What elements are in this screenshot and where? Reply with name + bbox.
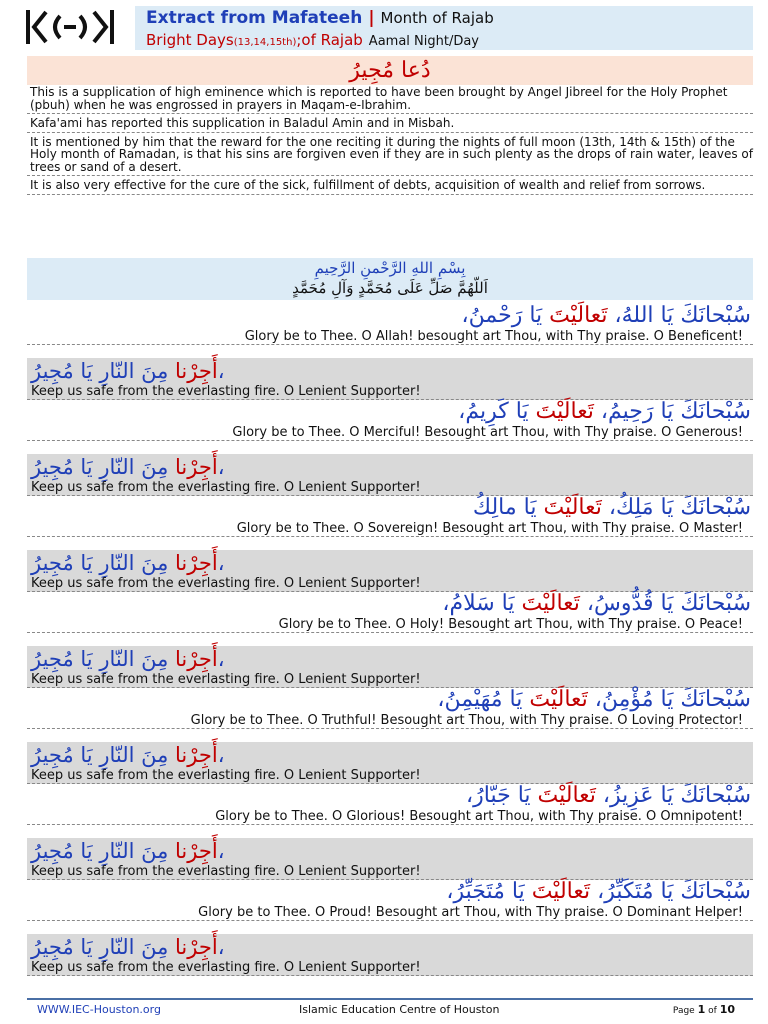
refrain-translation: Keep us safe from the everlasting fire. O Lenient Supporter! [27, 577, 753, 592]
refrain-arabic [27, 838, 753, 865]
verse-block [27, 878, 753, 921]
iec-logo-icon [20, 6, 120, 48]
verse-translation: Glory be to Thee. O Allah! besought art Thou, with Thy praise. O Beneficent! [27, 330, 753, 345]
refrain-arabic [27, 742, 753, 769]
verse-arabic-start: سُبْحانَكَ يَا عَزِيزُ، [595, 783, 751, 808]
verse-block [27, 302, 753, 345]
refrain-block [27, 742, 753, 784]
verse-arabic-highlight: تَعالَيْتَ [549, 303, 608, 328]
verse-arabic-start: سُبْحانَكَ يَا رَحِيمُ، [593, 399, 751, 424]
page-footer [27, 998, 753, 1020]
verse-translation: Glory be to Thee. O Sovereign! Besought art Thou, with Thy praise. O Master! [27, 522, 753, 537]
verse-translation: Glory be to Thee. O Holy! Besought art Thou, with Thy praise. O Peace! [27, 618, 753, 633]
verse-arabic-start: سُبْحانَكَ يَا اللهُ، [607, 303, 751, 328]
refrain-arabic [27, 934, 753, 961]
refrain-arabic-rest: مِنَ النّارِ يَا مُجِيرُ، [31, 935, 225, 959]
refrain-translation: Keep us safe from the everlasting fire. O Lenient Supporter! [27, 961, 753, 976]
intro-paragraph: It is also very effective for the cure of the sick, fulfillment of debts, acquisition of wealth and relief from sorrows. [27, 179, 753, 195]
verse-arabic-end: يَا مالِكُ [472, 495, 544, 520]
refrain-arabic-rest: مِنَ النّارِ يَا مُجِيرُ، [31, 839, 225, 863]
verse-arabic-highlight: تَعالَيْتَ [531, 879, 591, 904]
header-aamal: Aamal Night/Day [368, 34, 480, 49]
header-line-1 [146, 8, 494, 28]
refrain-translation: Keep us safe from the everlasting fire. O Lenient Supporter! [27, 673, 753, 688]
refrain-arabic-highlight: أَجِرْنا [175, 359, 218, 383]
refrain-arabic-highlight: أَجِرْنا [175, 455, 218, 479]
refrain-block [27, 838, 753, 880]
verse-arabic-start: سُبْحانَكَ يَا مَلِكُ، [601, 495, 751, 520]
verse-arabic-start: سُبْحانَكَ يَا مُتَكَبِّرُ، [590, 879, 751, 904]
verse-arabic-end: يَا مُهَيْمِنُ، [437, 687, 530, 712]
verse-translation: Glory be to Thee. O Proud! Besought art Thou, with Thy praise. O Dominant Helper! [27, 906, 753, 921]
refrain-translation: Keep us safe from the everlasting fire. O Lenient Supporter! [27, 385, 753, 400]
intro-paragraph: This is a supplication of high eminence which is reported to have been brought by Angel Jibreel for the Holy Prophet (pbuh) when he was engrossed in prayers in Maqam-e-Ibrahim. [27, 86, 753, 114]
bismillah-box [27, 258, 753, 300]
refrain-translation: Keep us safe from the everlasting fire. O Lenient Supporter! [27, 769, 753, 784]
verse-arabic-highlight: تَعالَيْتَ [543, 495, 602, 520]
refrain-translation: Keep us safe from the everlasting fire. O Lenient Supporter! [27, 865, 753, 880]
header-separator: | [368, 8, 375, 28]
refrain-arabic-highlight: أَجِرْنا [175, 839, 218, 863]
page-number: 1 [697, 1003, 706, 1016]
header-line-2 [146, 31, 479, 49]
verse-arabic [27, 302, 753, 330]
refrain-block [27, 358, 753, 400]
refrain-arabic-highlight: أَجِرْنا [175, 743, 218, 767]
verse-block [27, 590, 753, 633]
verse-arabic-highlight: تَعالَيْتَ [535, 399, 594, 424]
verse-block [27, 494, 753, 537]
intro-paragraph: It is mentioned by him that the reward for the one reciting it during the nights of full moon (13th, 14th & 15th) of the Holy month of Ramadan, is that his sins are forgiven even if they are in such plenty as the drops of rain water, leaves of trees or sand of a desert. [27, 136, 753, 177]
verse-arabic [27, 494, 753, 522]
refrain-translation: Keep us safe from the everlasting fire. O Lenient Supporter! [27, 481, 753, 496]
page-indicator [673, 1003, 735, 1016]
verse-arabic-highlight: تَعالَيْتَ [537, 783, 596, 808]
refrain-block [27, 550, 753, 592]
verse-block [27, 686, 753, 729]
verse-arabic [27, 878, 753, 906]
refrain-block [27, 934, 753, 976]
refrain-arabic-rest: مِنَ النّارِ يَا مُجِيرُ، [31, 743, 225, 767]
refrain-arabic-rest: مِنَ النّارِ يَا مُجِيرُ، [31, 551, 225, 575]
header-days: (13,14,15th) [233, 37, 297, 48]
header-bright-days: Bright Days [146, 31, 234, 49]
verse-arabic [27, 782, 753, 810]
of-word: of [708, 1006, 717, 1016]
verse-arabic [27, 686, 753, 714]
page-word: Page [672, 1006, 695, 1016]
refrain-arabic-rest: مِنَ النّارِ يَا مُجِيرُ، [31, 647, 225, 671]
intro-section [27, 86, 753, 198]
refrain-arabic-rest: مِنَ النّارِ يَا مُجِيرُ، [31, 455, 225, 479]
verse-arabic [27, 398, 753, 426]
refrain-arabic [27, 646, 753, 673]
verse-arabic-start: سُبْحانَكَ يَا مُؤْمِنُ، [587, 687, 751, 712]
organization-name: Islamic Education Centre of Houston [299, 1003, 500, 1016]
header-title: Extract from Mafateeh [146, 8, 363, 28]
refrain-arabic [27, 358, 753, 385]
refrain-arabic [27, 550, 753, 577]
verse-translation: Glory be to Thee. O Truthful! Besought art Thou, with Thy praise. O Loving Protector! [27, 714, 753, 729]
header-of-rajab: ;of Rajab [296, 31, 363, 49]
page-header [0, 0, 768, 52]
bismillah-line: بِسْمِ اللهِ الرَّحْمنِ الرَّحِيمِ [314, 259, 466, 277]
refrain-arabic-rest: مِنَ النّارِ يَا مُجِيرُ، [31, 359, 225, 383]
refrain-arabic-highlight: أَجِرْنا [175, 647, 218, 671]
refrain-arabic [27, 454, 753, 481]
verse-translation: Glory be to Thee. O Merciful! Besought art Thou, with Thy praise. O Generous! [27, 426, 753, 441]
refrain-arabic-highlight: أَجِرْنا [175, 935, 218, 959]
verse-translation: Glory be to Thee. O Glorious! Besought art Thou, with Thy praise. O Omnipotent! [27, 810, 753, 825]
salawat-line: اَللّهُمَّ صَلِّ عَلَى مُحَمَّدٍ وَآلِ مُحَمَّدٍ [292, 279, 488, 297]
intro-paragraph: Kafa'ami has reported this supplication in Baladul Amin and in Misbah. [27, 117, 753, 133]
verse-arabic-highlight: تَعالَيْتَ [521, 591, 580, 616]
header-month: Month of Rajab [380, 9, 494, 27]
verse-arabic-end: يَا سَلامُ، [442, 591, 522, 616]
refrain-arabic-highlight: أَجِرْنا [175, 551, 218, 575]
verse-arabic [27, 590, 753, 618]
verse-arabic-highlight: تَعالَيْتَ [529, 687, 588, 712]
verse-arabic-end: يَا مُتَجَبِّرُ، [446, 879, 532, 904]
verse-arabic-end: يَا كَرِيمُ، [458, 399, 536, 424]
page-total: 10 [719, 1003, 735, 1016]
verse-block [27, 782, 753, 825]
refrain-block [27, 646, 753, 688]
refrain-block [27, 454, 753, 496]
dua-title: دُعا مُجِيرُ [27, 56, 753, 85]
verse-block [27, 398, 753, 441]
verse-arabic-end: يَا جَبّارُ، [466, 783, 538, 808]
verse-arabic-start: سُبْحانَكَ يَا قُدُّوسُ، [579, 591, 751, 616]
website-link[interactable]: WWW.IEC-Houston.org [37, 1003, 161, 1016]
verse-arabic-end: يَا رَحْمنُ، [461, 303, 550, 328]
